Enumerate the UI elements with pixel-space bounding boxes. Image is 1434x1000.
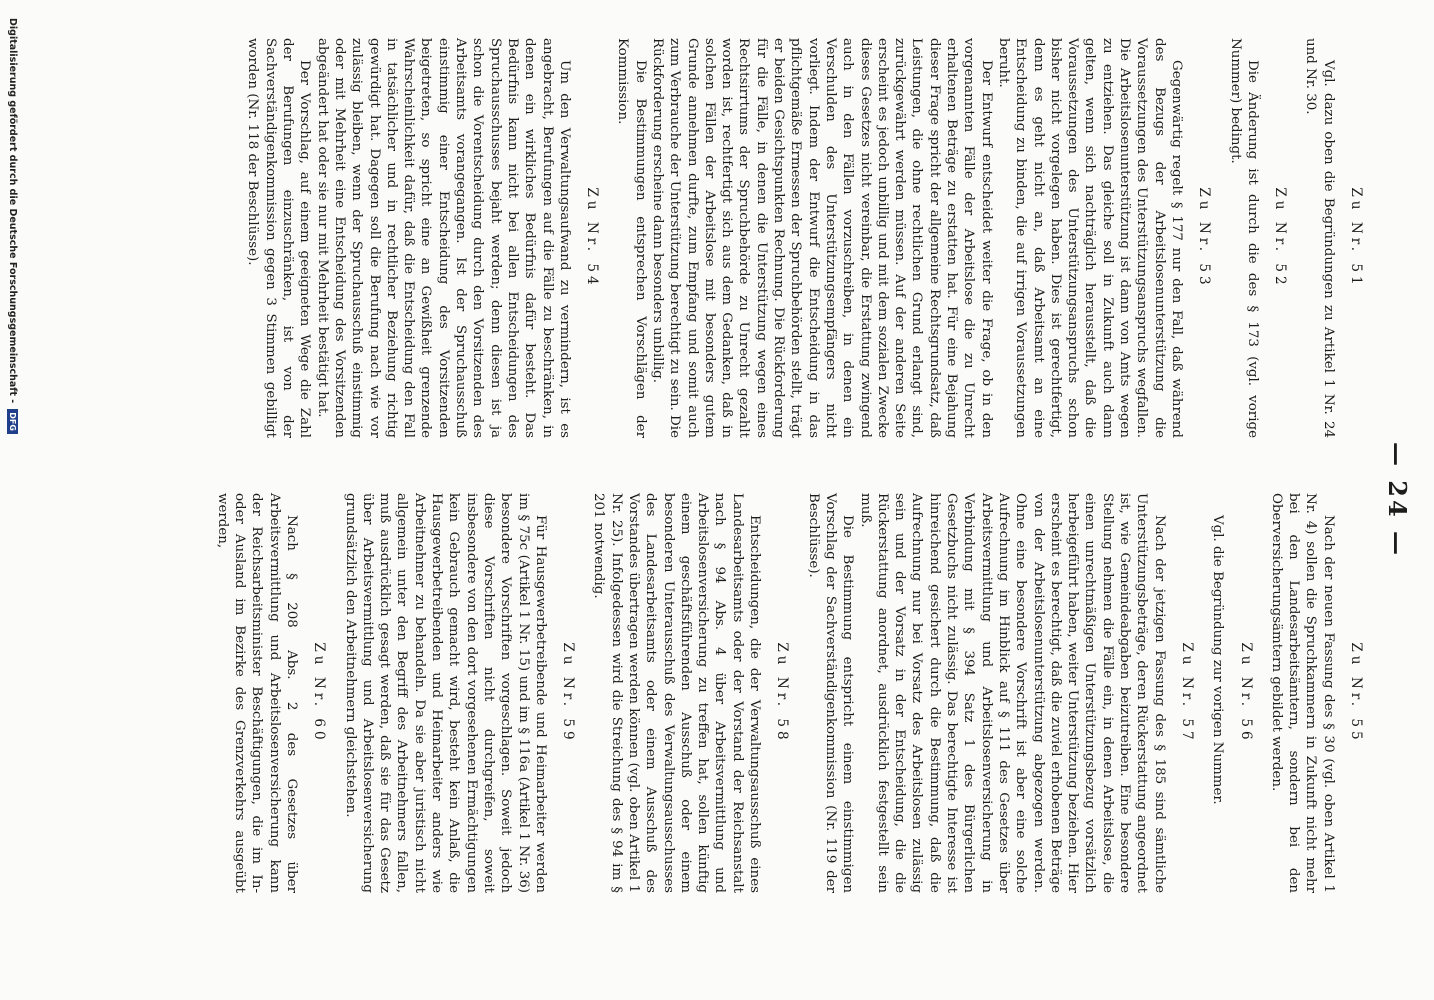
- paragraph: Für Hausgewerbetreibende und Heimarbeiter werden im § 75c (Artikel 1 Nr. 15) und im § 116a (Artikel 1 Nr. 36) besondere Vorschriften vorgeschlagen. Soweit jedoch diese Vorschriften nicht durchgreifen, soweit insbesondere von den dort vorgesehenen Ermächtigungen kein Gebrauch gemacht wird, besteht kein Anlaß, die Hausgewerbetreibenden und Heimarbeiter anders wie Arbeitnehmer zu behandeln. Da sie aber juristisch nicht allgemein unter den Begriff des Arbeitnehmers fallen, muß ausdrücklich gesagt werden, daß sie für das Gesetz über Arbeitsvermittlung und Arbeitslosenversicherung grundsätzlich den Arbeitnehmern gleichstehen.: [342, 493, 548, 893]
- paragraph: Die Bestimmungen entsprechen Vorschlägen der Kommission.: [615, 38, 648, 438]
- right-column: [213, 493, 1364, 893]
- section-heading: Zu Nr. 58: [774, 642, 791, 744]
- section-heading: Zu Nr. 59: [560, 642, 577, 744]
- paragraph: Die Änderung ist durch die des § 173 (vgl. vorige Nummer) bedingt.: [1227, 38, 1260, 438]
- paragraph: Gegenwärtig regelt § 177 nur den Fall, daß während des Bezugs der Arbeitslosenunterstützung die Voraussetzungen des Unterstützungsanspruchs wegfallen. Die Arbeitslosenunterstützung ist dann von Amts wegen zu entziehen. Das gleiche soll in Zukunft auch dann gelten, wenn sich nachträglich herausstellt, daß die Voraussetzungen des Unterstützungsanspruchs schon bisher nicht vorgelegen haben. Dies ist gerechtfertigt, denn es geht nicht an, daß Arbeitsamt an eine Entscheidung zu binden, die auf irrigen Voraussetzungen beruht.: [995, 38, 1184, 438]
- section-heading: Zu Nr. 55: [1348, 642, 1364, 744]
- paragraph: Nach der jetzigen Fassung des § 185 sind sämtliche Unterstützungsbeträge, deren Rückerstattung angeordnet ist, wie Gemeindeabgaben beizutreiben. Eine besondere Stellung nehmen die Fälle ein, in denen Arbeitslose, die einen unrechtmäßigen Unterstützungsbezug vorsätzlich herbeigeführt haben, weiter Unterstützung beziehen. Hier erscheint es berechtigt, daß die zuviel erhobenen Beträge von der Arbeitslosenunterstützung abgezogen werden. Ohne eine besondere Vorschrift ist aber eine solche Aufrechnung im Hinblick auf § 111 des Gesetzes über Arbeitsvermittlung und Arbeitslosenversicherung in Verbindung mit § 394 Satz 1 des Bürgerlichen Gesetzbuchs nicht zulässig. Das berechtigte Interesse ist hinreichend gesichert durch die Bestimmung, daß die Aufrechnung nur bei Vorsatz des Arbeitslosen zulässig sein und der Vorsatz in der Entscheidung, die die Rückerstattung anordnet, ausdrücklich festgestellt sein muß.: [857, 493, 1167, 893]
- paragraph: Der Entwurf entscheidet weiter die Frage, ob in den vorgenannten Fälle der Arbeitslose die zu Unrecht erhaltenen Beträge zu erstatten hat. Für eine Bejahung dieser Frage spricht der allgemeine Rechtsgrundsatz, daß Leistungen, die ohne rechtlichen Grund erlangt sind, zurückgewährt werden müssen. Auf der anderen Seite erscheint es jedoch unbillig und mit dem sozialen Zwecke dieses Gesetzes nicht vereinbar, die Erstattung zwingend auch in den Fällen vorzuschreiben, in denen ein Verschulden des Unterstützungsempfängers nicht vorliegt. Indem der Entwurf die Entscheidung in das pflichtgemäße Ermessen der Spruchbehörden stellt, trägt er beiden Gesichtspunkten Rechnung. Die Rückforderung für die Fälle, in denen die Unterstützung wegen eines Rechtsirrtums der Spruchbehörde zu Unrecht gezahlt worden ist, rechtfertigt sich aus dem Gedanken, daß in solchen Fällen der Arbeitslose mit besonders gutem Grunde annehmen durfte, zum Empfang und somit auch zum Verbrauche der Unterstützung berechtigt zu sein. Die Rückforderung erscheine dann besonders unbillig.: [650, 38, 994, 438]
- digitization-credit: [7, 18, 18, 1000]
- paragraph: Nach § 208 Abs. 2 des Gesetzes über Arbeitsvermittlung und Arbeitslosenversicherung kann der Reichsarbeitsminister Beschäftigungen, die im In- oder Ausland im Bezirke des Grenzverkehrs ausgeübt werden,: [214, 493, 299, 893]
- section-heading: Zu Nr. 57: [1178, 642, 1195, 744]
- section-heading: Zu Nr. 60: [311, 642, 328, 744]
- paragraph: Vgl. die Begründung zur vorigen Nummer.: [1210, 515, 1226, 805]
- section-heading: Zu Nr. 54: [584, 187, 601, 289]
- left-column: [244, 38, 1364, 438]
- section-heading: Zu Nr. 56: [1237, 642, 1254, 744]
- section-heading: Zu Nr. 52: [1272, 187, 1289, 289]
- paragraph: Vgl. dazu oben die Begründungen zu Artikel 1 Nr. 24 und Nr. 30.: [1303, 38, 1336, 438]
- credit-text: Digitalisierung gefördert durch die Deutsche Forschungsgemeinschaft -: [7, 18, 18, 404]
- section-heading: Zu Nr. 51: [1348, 187, 1364, 289]
- paragraph: Der Vorschlag, auf einem geeigneten Wege die Zahl der Berufungen einzuschränken, ist von der Sachverständigenkommission gegen 3 Stimmen gebilligt worden (Nr. 118 der Beschlüsse).: [245, 38, 313, 438]
- paragraph: Die Bestimmung entspricht einem einstimmigen Vorschlag der Sachverständigenkommission (Nr. 119 der Beschlüsse).: [805, 493, 856, 893]
- dfg-logo: DFG: [7, 409, 18, 434]
- paragraph: Nach der neuen Fassung des § 30 (vgl. oben Artikel 1 Nr. 4) sollen die Spruchkammern in Zukunft nicht mehr bei den Landesarbeitsämtern, sondern bei den Oberversicherungsämtern gebildet werden.: [1268, 493, 1336, 893]
- page-number: — 24 —: [1383, 441, 1412, 559]
- section-heading: Zu Nr. 53: [1196, 187, 1213, 289]
- paragraph: Um den Verwaltungsaufwand zu vermindern, ist es angebracht, Berufungen auf die Fälle zu beschränken, in denen ein wirkliches Bedürfnis dafür besteht. Das Bedürfnis kann nicht bei allen Entscheidungen des Spruchausschusses bejaht werden; denn diesen ist ja schon die Vorentscheidung durch den Vorsitzenden des Arbeitsamts vorangegangen. Ist der Spruchausschuß einstimmig einer Entscheidung des Vorsitzenden beigetreten, so spricht eine an Gewißheit grenzende Wahrscheinlichkeit dafür, daß die Entscheidung den Fall in tatsächlicher und in rechtlicher Beziehung richtig gewürdigt hat. Dagegen soll die Berufung nach wie vor zulässig bleiben, wenn der Spruchausschuß einstimmig oder mit Mehrheit eine Entscheidung des Vorsitzenden abgeändert hat oder sie nur mit Mehrheit bestätigt hat.: [314, 38, 572, 438]
- paragraph: Entscheidungen, die der Verwaltungsausschuß eines Landesarbeitsamts oder der Vorstand der Reichsanstalt nach § 94 Abs. 4 über Arbeitsvermittlung und Arbeitslosenversicherung zu treffen hat, sollen künftig einem geschäftsführenden Ausschuß oder einem besonderen Unterausschuß des Verwaltungsausschusses des Landesarbeitsamts oder einem Ausschuß des Vorstandes übertragen werden können (vgl. oben Artikel 1 Nr. 25). Infolgedessen wird die Streichung des § 94 im § 201 notwendig.: [591, 493, 763, 893]
